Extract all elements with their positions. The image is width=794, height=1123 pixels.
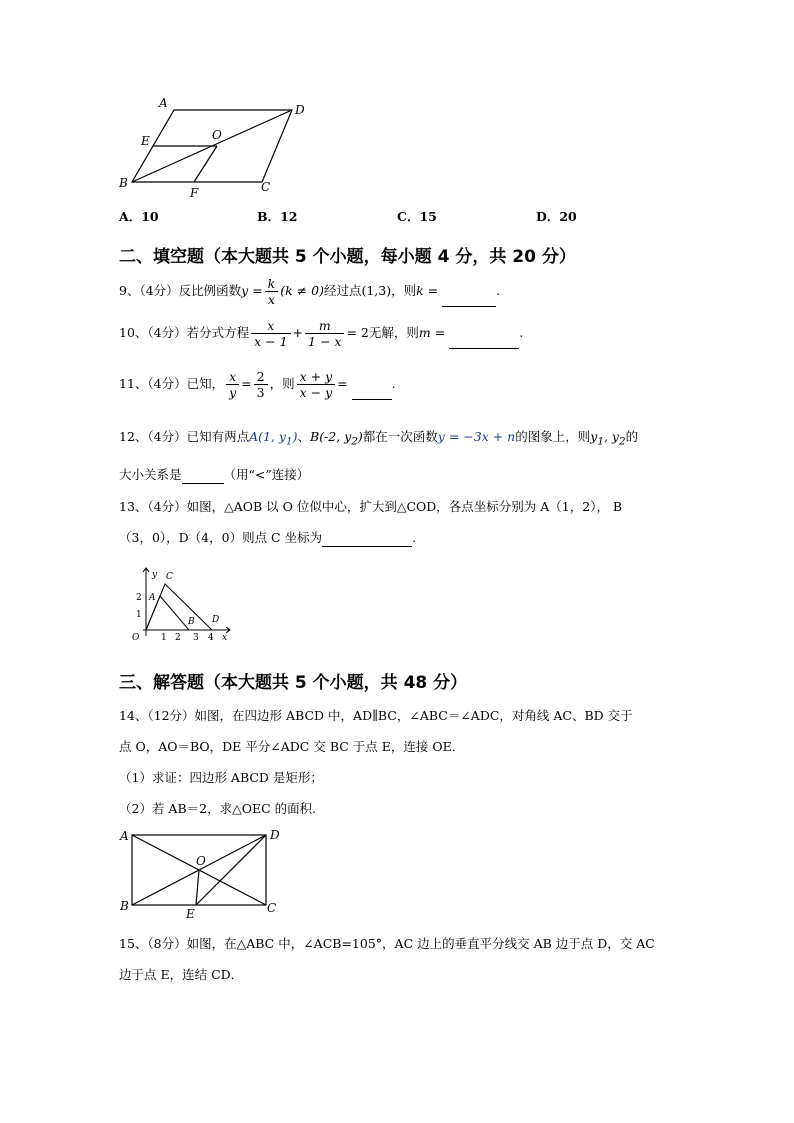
q12-close1: ) [292,429,298,444]
segment-de [196,835,266,905]
rect-label-C: C [267,901,277,915]
q10-den1: x − 1 [254,334,288,349]
q10-rhs: = 2 [346,325,369,340]
label-E: E [141,134,150,148]
q12-sub2: 2 [351,435,358,448]
question-12-line-1 [119,428,638,451]
q12-sep: 、 [297,429,311,444]
q9-answer-blank[interactable] [442,292,496,307]
tick-x-4: 4 [208,633,214,643]
q10-den2: 1 − x [308,334,342,349]
q13-line2-end: . [412,530,417,545]
axis-label-x: x [222,633,228,643]
q9-prefix: 9、（4分）反比例函数 [119,283,242,298]
q9-den: x [267,292,275,307]
q12-comma: , y [603,429,619,444]
question-13-line-2 [119,529,416,547]
question-15-line-2: 边于点 E，连结 CD． [119,967,244,982]
q12-point-b [310,429,363,448]
tick-x-2: 2 [175,633,181,643]
triangle-cod [146,584,212,630]
q9-y-eq: y = [241,283,263,298]
q9-point: (1,3) [361,283,392,298]
segment-oe [196,870,199,905]
q11-num1: x [226,369,239,385]
point-label-O: O [132,633,140,643]
q10-end: . [519,325,524,340]
question-15-line-1: 15、（8分）如图，在△ABC 中，∠ACB=105°，AC 边上的垂直平分线交 AB 边于点 D，交 AC [119,936,655,951]
question-14-part-1: （1）求证：四边形 ABCD 是矩形； [119,770,323,785]
section-2-title: 二、填空题（本大题共 5 个小题，每小题 4 分，共 20 分） [119,247,576,267]
q11-prefix: 11、（4分）已知， [119,376,225,391]
section-3-title: 三、解答题（本大题共 5 个小题，共 48 分） [119,673,468,693]
tick-y-2: 2 [136,593,142,603]
point-label-A: A [149,593,156,603]
question-14-line-2: 点 O，AO＝BO，DE 平分∠ADC 交 BC 于点 E，连接 OE． [119,739,465,754]
q12-func: y = −3x + n [437,429,516,444]
q12-ys1: 1 [597,435,604,448]
option-d: D．20 [536,209,577,224]
q9-fraction [265,276,279,307]
rect-label-B: B [120,899,129,913]
point-label-D: D [212,615,220,625]
q10-prefix: 10、（4分）若分式方程 [119,325,250,340]
label-F: F [190,186,199,200]
q11-num3: x + y [297,369,336,385]
q9-then: ，则 [391,283,417,298]
q12-ys-text: y [590,429,598,444]
q10-fraction-1 [251,318,290,349]
label-C: C [261,180,271,194]
rect-label-E: E [186,907,195,920]
q10-num1: x [251,318,290,334]
question-11 [119,369,396,400]
q11-fraction-1 [226,369,239,400]
label-O: O [212,128,222,142]
q12-ptb-text: B(-2, y [310,429,352,444]
q9-cond: (k ≠ 0) [280,283,324,298]
q12-ys [590,429,626,448]
q11-end: . [391,376,396,391]
rect-label-O: O [196,854,206,868]
segment-of [194,146,217,182]
question-13-line-1: 13、（4分）如图，△AOB 以 O 位似中心，扩大到△COD，各点坐标分别为 A（1，2）， B [119,499,623,514]
q13-line2-a: （3，0），D（4，0）则点 C 坐标为 [119,530,323,545]
question-10 [119,318,523,349]
q12-point-a [249,429,298,448]
q12-line2-a: 大小关系是 [119,467,182,482]
tick-x-3: 3 [193,633,199,643]
q12-answer-blank[interactable] [182,469,224,484]
parallelogram-figure [112,92,312,204]
question-14-part-2: （2）若 AB＝2，求△OEC 的面积. [119,801,317,816]
tick-x-1: 1 [161,633,167,643]
question-9 [119,276,500,307]
q10-answer-blank[interactable] [449,334,519,349]
rect-label-D: D [270,828,280,842]
q11-num2: 2 [254,369,268,385]
q11-answer-blank[interactable] [352,385,392,400]
point-label-B: B [188,617,195,627]
question-12-line-2 [119,466,309,484]
q11-den3: x − y [299,385,333,400]
tick-y-1: 1 [136,610,142,620]
q9-mid: 经过点 [323,283,362,298]
q12-ys2: 2 [618,435,626,448]
q10-mid: 无解，则 [368,325,419,340]
q10-fraction-2 [305,318,344,349]
q12-tail: 的图象上，则 [515,429,591,444]
label-B: B [119,176,128,190]
label-D: D [295,103,305,117]
q13-answer-blank[interactable] [322,532,412,547]
q11-eq: = [241,376,252,391]
axis-label-y: y [152,570,158,580]
q12-line2-b: （用“<”连接） [223,467,310,482]
q9-num: k [265,276,279,292]
q12-mid: 都在一次函数 [362,429,438,444]
coordinate-figure [128,564,238,644]
q12-de: 的 [625,429,639,444]
point-label-C: C [166,572,173,582]
q11-fraction-2 [254,369,268,400]
q11-eq2: = [337,376,348,391]
option-c: C．15 [397,209,437,224]
q11-den1: y [229,385,237,400]
q12-sub1: 1 [285,435,293,448]
q11-den2: 3 [256,385,265,400]
q12-pta-text: A(1, y [249,429,286,444]
q10-ans: m = [418,325,446,340]
rectangle-figure [112,824,288,920]
option-b: B．12 [257,209,298,224]
rect-label-A: A [120,829,129,843]
q10-num2: m [305,318,344,334]
option-a: A．10 [119,209,159,224]
q12-close2: ) [357,429,363,444]
label-A: A [159,96,168,110]
q10-plus: + [292,325,304,340]
q11-then: ，则 [269,376,295,391]
q9-ans: k = [416,283,439,298]
q11-fraction-3 [297,369,336,400]
q12-prefix: 12、（4分）已知有两点 [119,429,250,444]
q9-end: . [496,283,501,298]
question-14-line-1: 14、（12分）如图，在四边形 ABCD 中，AD∥BC，∠ABC＝∠ADC，对角线 AC、BD 交于 [119,708,633,723]
